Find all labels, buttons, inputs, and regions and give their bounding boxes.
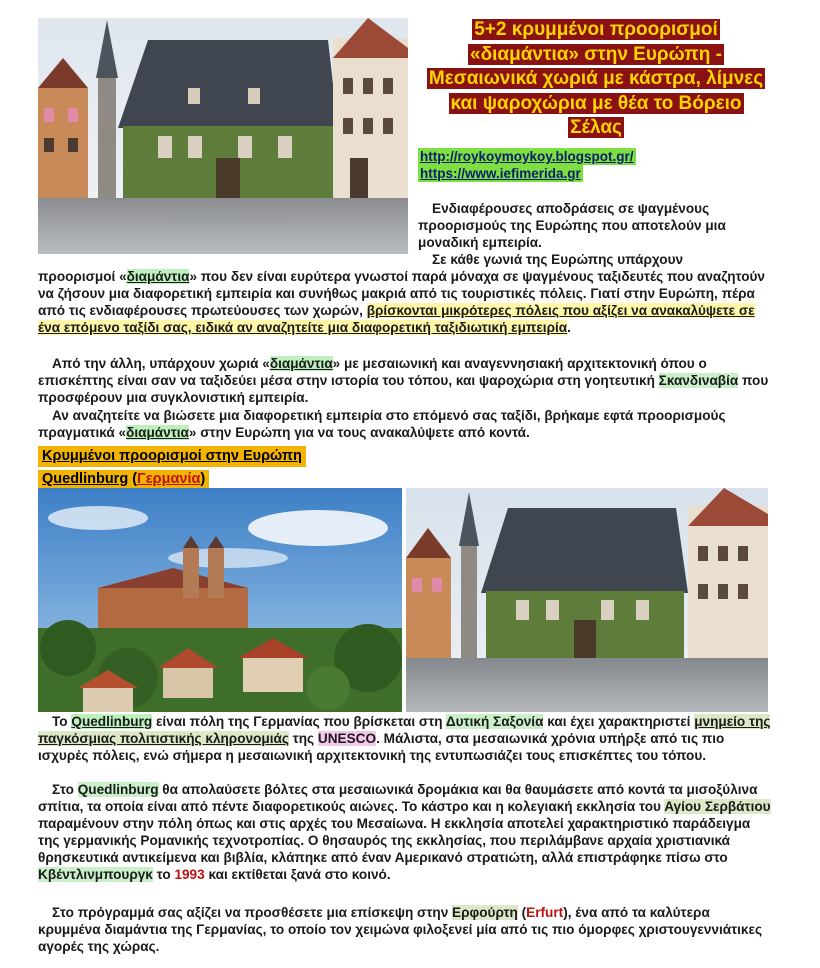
year-highlight: 1993 <box>174 867 205 882</box>
blog-link[interactable]: http://roykoymoykoy.blogspot.gr/ <box>420 149 634 164</box>
intro-paragraph-start: Σε κάθε γωνιά της Ευρώπης υπάρχουν <box>432 252 684 267</box>
intro-text <box>418 200 774 268</box>
saint-highlight: Αγίου Σερβάτιου <box>664 799 771 814</box>
gem-highlight: διαμάντια <box>126 425 189 440</box>
paragraph-erfurt: Στο πρόγραμμά σας αξίζει να προσθέσετε μια επίσκεψη στην Ερφούρτη (Erfurt), ένα από τα καλύτερα κρυμμένα διαμάντια της Γερμανίας, το οποίο τον χειμώνα φιλοξενεί μία από τις πιο όμορφες χριστουγεννιάτικες αγορές της χώρας. <box>38 905 763 954</box>
iefimerida-link[interactable]: https://www.iefimerida.gr <box>420 166 581 181</box>
town-hall-photo <box>38 18 408 254</box>
paragraph-quedlinburg: Το Quedlinburg είναι πόλη της Γερμανίας που βρίσκεται στη Δυτική Σαξονία και έχει χαρακτηριστεί μνημείο της παγκόσμιας πολιτιστικής κληρονομιάς της UNESCO. Μάλιστα, στα μεσαιωνικά χρόνια υπήρξε από τις πιο ισχυρές πόλεις, ενώ σήμερα η μεσαιωνική αρχιτεκτονική της εντυπωσιάζει τους επισκέπτες του τόπου. <box>38 714 771 763</box>
paragraph-intro-continued: προορισμοί «διαμάντια» που δεν είναι ευρύτερα γνωστοί παρά μόναχα σε ψαγμένους ταξιδευτές που αναζητούν να ζήσουν μια διαφορετική εμπειρία και συνήθως μακριά από τις τουριστικές πόλεις. Γιατί στην Ευρώπη, πέρα από τις ενδιαφέρουσες πρωτεύουσες των χωρών, βρίσκονται μικρότερες πόλεις που αξίζει να ανακαλύψετε σε ένα επόμενο ταξίδι σας, ειδικά αν αναζητείτε μια διαφορετική ταξιδιωτική εμπειρία. <box>38 269 765 335</box>
article-title: 5+2 κρυμμένοι προορισμοί «διαμάντια» στην Ευρώπη - Μεσαιωνικά χωριά με κάστρα, λίμνες και ψαροχώρια με θέα το Βόρειο Σέλας <box>428 19 764 138</box>
source-links <box>418 148 636 182</box>
castle-photo <box>38 488 402 712</box>
city-highlight: Quedlinburg <box>77 782 159 797</box>
paragraph-seven-destinations: Αν αναζητείτε να βιώσετε μια διαφορετική εμπειρία στο επόμενό σας ταξίδι, βρήκαμε εφτά προορισμούς πραγματικά «διαμάντια» στην Ευρώπη για να τους ανακαλύψετε από κοντά. <box>38 408 726 440</box>
region-highlight: Δυτική Σαξονία <box>445 714 544 729</box>
gem-highlight: διαμάντια <box>269 356 333 371</box>
paragraph-villages: Από την άλλη, υπάρχουν χωριά «διαμάντια» με μεσαιωνική και αναγεννησιακή αρχιτεκτονική όπου ο επισκέπτης είναι σαν να ταξιδεύει μέσα στην ιστορία του τόπου, και ψαροχώρια στη γοητευτική Σκανδιναβία που προσφέρουν μια συγκλονιστική εμπειρία. <box>38 356 769 405</box>
city-name: Quedlinburg <box>42 471 129 487</box>
erfurt-greek-highlight: Ερφούρτη <box>452 905 518 920</box>
intro-paragraph: Ενδιαφέρουσες αποδράσεις σε ψαγμένους προορισμούς της Ευρώπης που αποτελούν μια μοναδική εμπειρία. <box>418 201 726 250</box>
country-name: Γερμανία <box>137 471 201 487</box>
section-heading: Κρυμμένοι προορισμοί στην Ευρώπη <box>38 446 306 467</box>
scandinavia-highlight: Σκανδιναβία <box>658 373 739 388</box>
gem-highlight: διαμάντια <box>126 269 190 284</box>
heritage-highlight: μνημείο της παγκόσμιας πολιτιστικής κληρονομιάς <box>38 714 771 746</box>
smaller-cities-highlight: βρίσκονται μικρότερες πόλεις που αξίζει να ανακαλύψετε σε ένα επόμενο ταξίδι σας, ειδικά αν αναζητείτε μια διαφορετική ταξιδιωτική εμπειρία <box>38 303 755 335</box>
erfurt-highlight: Erfurt <box>526 905 564 920</box>
place-highlight: Κβέντλινμπουργκ <box>38 867 153 882</box>
city-heading: Quedlinburg (Γερμανία) <box>38 470 209 489</box>
city-highlight: Quedlinburg <box>71 714 153 729</box>
paragraph-walks: Στο Quedlinburg θα απολαύσετε βόλτες στα μεσαιωνικά δρομάκια και θα θαυμάσετε από κοντά τα μισοξύλινα σπίτια, τα οποία είναι από πέντε διαφορετικούς αιώνες. Το κάστρο και η κολεγιακή εκκλησία του Αγίου Σερβάτιου παραμένουν στην πόλη όπως και στις αρχές του Μεσαίωνα. Η εκκλησία αποτελεί χαρακτηριστικό παράδειγμα της γερμανικής Ρομανικής τεχνοτροπίας. Ο θησαυρός της εκκλησίας, που περιλάμβανε αρχαία χριστιανικά θρησκευτικά αντικείμενα και βιβλία, κλάπηκε από έναν Αμερικανό στρατιώτη, αλλά επιστράφηκε πίσω στο Κβέντλινμπουργκ το 1993 και εκτίθεται ξανά στο κοινό. <box>38 782 771 882</box>
market-square-photo <box>406 488 768 712</box>
unesco-highlight: UNESCO <box>317 731 377 746</box>
